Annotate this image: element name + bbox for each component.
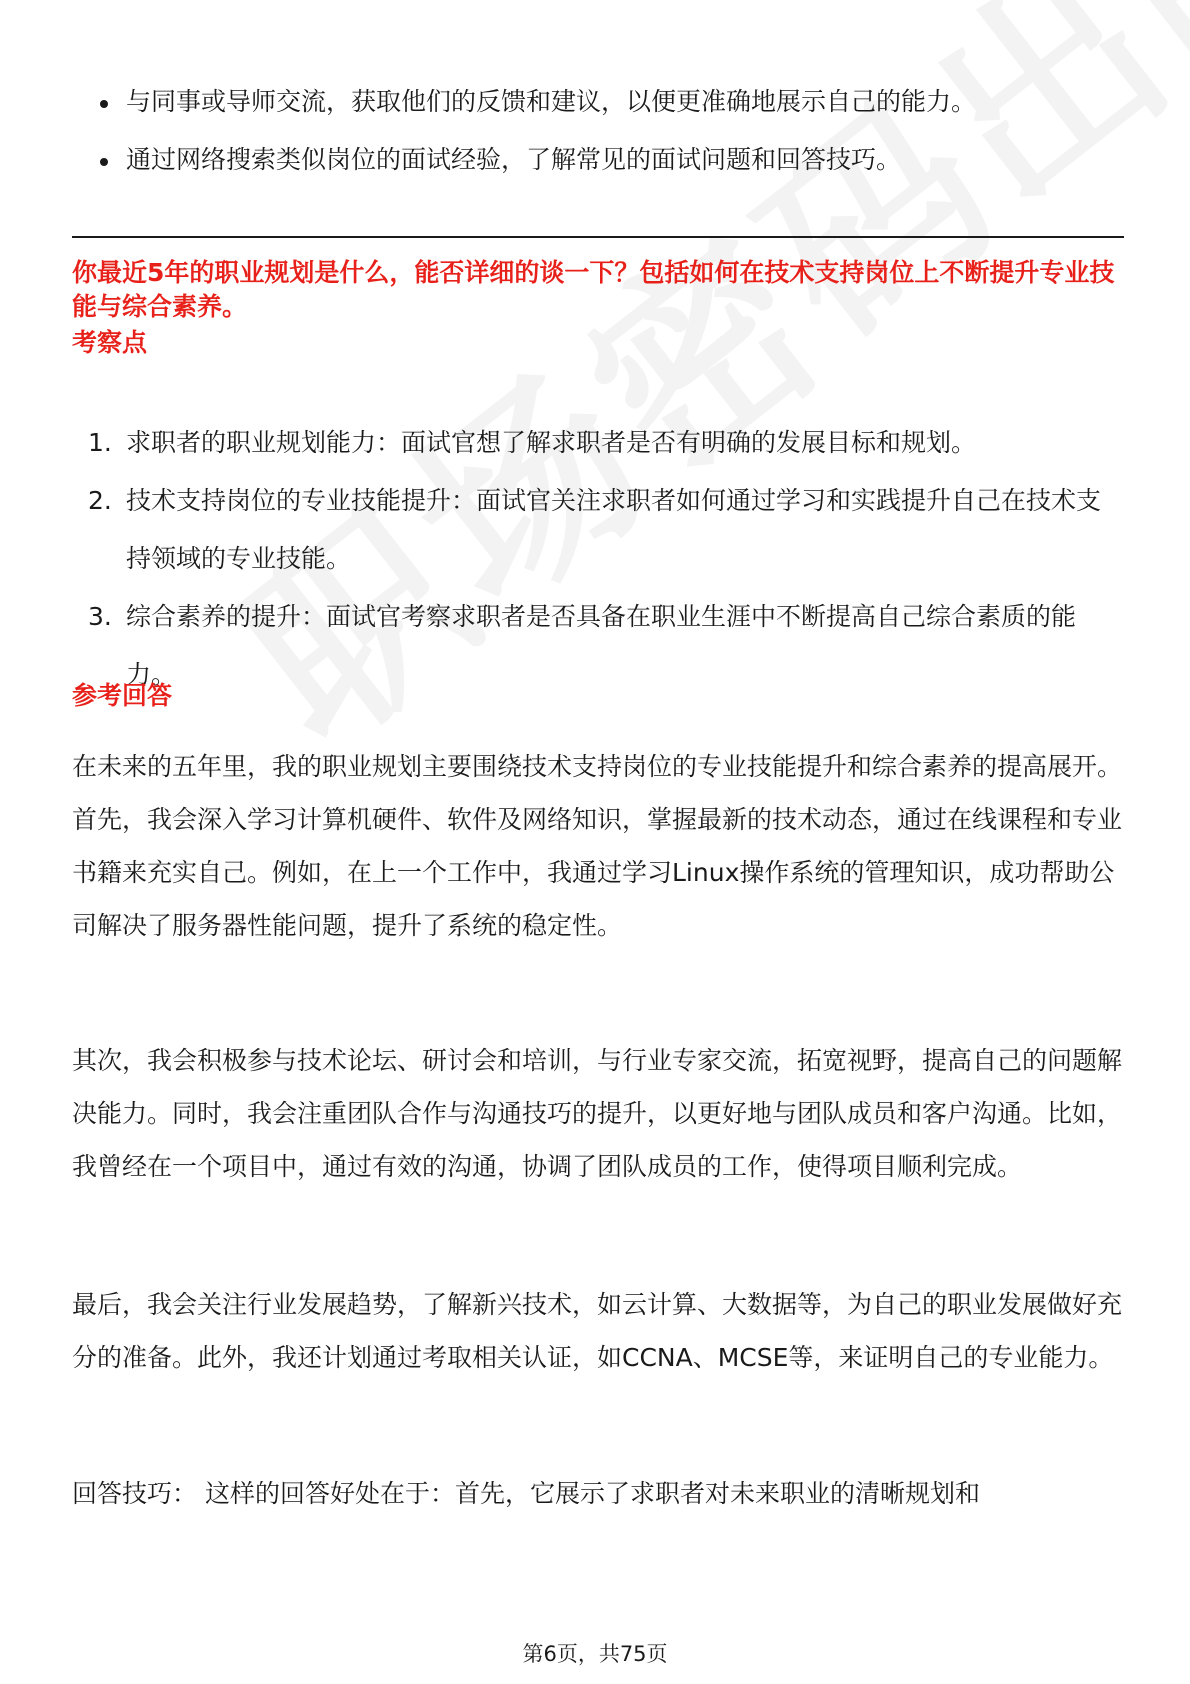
answer-title: 参考回答	[72, 681, 173, 710]
bullet-icon	[100, 100, 108, 108]
list-item	[72, 472, 1124, 588]
answer-paragraph: 其次，我会积极参与技术论坛、研讨会和培训，与行业专家交流，拓宽视野，提高自己的问题解决能力。同时，我会注重团队合作与沟通技巧的提升，以更好地与团队成员和客户沟通。比如，我曾经在一个项目中，通过有效的沟通，协调了团队成员的工作，使得项目顺利完成。	[72, 1046, 1123, 1181]
list-number: 2.	[88, 486, 112, 515]
list-number: 1.	[88, 428, 112, 457]
points-title: 考察点	[72, 328, 148, 357]
question-heading: 你最近5年的职业规划是什么，能否详细的谈一下？包括如何在技术支持岗位上不断提升专业技能与综合素养。	[72, 258, 1115, 321]
list-item-text: 求职者的职业规划能力：面试官想了解求职者是否有明确的发展目标和规划。	[126, 428, 977, 457]
list-item	[72, 73, 1124, 131]
list-item-text: 通过网络搜索类似岗位的面试经验，了解常见的面试问题和回答技巧。	[126, 145, 902, 174]
tips-list	[72, 73, 1124, 189]
answer-paragraph: 在未来的五年里，我的职业规划主要围绕技术支持岗位的专业技能提升和综合素养的提高展开。首先，我会深入学习计算机硬件、软件及网络知识，掌握最新的技术动态，通过在线课程和专业书籍来充实自己。例如，在上一个工作中，我通过学习Linux操作系统的管理知识，成功帮助公司解决了服务器性能问题，提升了系统的稳定性。	[72, 752, 1123, 940]
list-number: 3.	[88, 602, 112, 631]
list-item-text: 技术支持岗位的专业技能提升：面试官关注求职者如何通过学习和实践提升自己在技术支持领域的专业技能。	[126, 486, 1102, 573]
list-item-text: 与同事或导师交流，获取他们的反馈和建议，以便更准确地展示自己的能力。	[126, 87, 977, 116]
tips-paragraph: 回答技巧： 这样的回答好处在于：首先，它展示了求职者对未来职业的清晰规划和	[72, 1479, 980, 1508]
list-item	[72, 588, 1124, 704]
list-item	[72, 131, 1124, 189]
list-item	[72, 414, 1124, 472]
list-item-text: 综合素养的提升：面试官考察求职者是否具备在职业生涯中不断提高自己综合素质的能力。	[126, 602, 1077, 689]
section-divider	[72, 236, 1124, 238]
page-number: 第6页，共75页	[522, 1642, 668, 1666]
bullet-icon	[100, 158, 108, 166]
answer-paragraph: 最后，我会关注行业发展趋势，了解新兴技术，如云计算、大数据等，为自己的职业发展做好充分的准备。此外，我还计划通过考取相关认证，如CCNA、MCSE等，来证明自己的专业能力。	[72, 1290, 1123, 1372]
points-list	[72, 414, 1124, 704]
